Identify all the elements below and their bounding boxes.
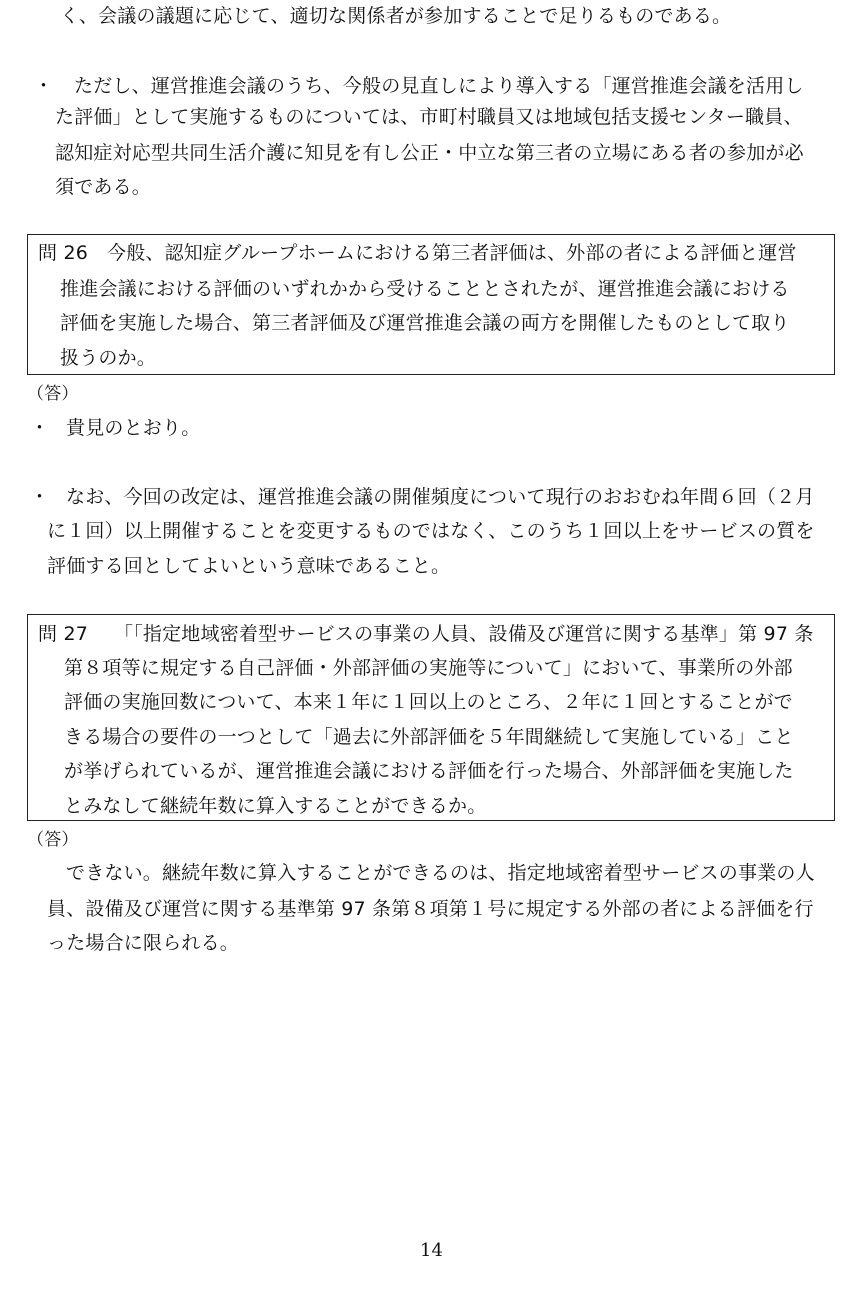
answer-26-bullet-2-line-2: に１回）以上開催することを変更するものではなく、このうち１回以上をサービスの質を xyxy=(47,520,815,542)
question-26-line-1: 今般、認知症グループホームにおける第三者評価は、外部の者による評価と運営 xyxy=(107,242,797,264)
answer-26-bullet-1: 貴見のとおり。 xyxy=(66,417,201,439)
answer-26-bullet-2-line-1: なお、今回の改定は、運営推進会議の開催頻度について現行のおおむね年間６回（２月 xyxy=(66,486,815,508)
question-27-line-1: 「「指定地域密着型サービスの事業の人員、設備及び運営に関する基準」第 97 条 xyxy=(114,623,814,645)
question-26-line-3: 評価を実施した場合、第三者評価及び運営推進会議の両方を開催したものとして取り xyxy=(60,312,790,334)
intro-line: く、会議の議題に応じて、適切な関係者が参加することで足りるものである。 xyxy=(60,5,732,27)
bullet-a-line-2: た評価」として実施するものについては、市町村職員又は地域包括支援センター職員、 xyxy=(55,106,803,128)
question-26-label: 問 26 xyxy=(38,242,89,264)
question-27-line-3: 評価の実施回数について、本来１年に１回以上のところ、２年に１回とすることがで xyxy=(64,691,793,713)
bullet-a-line-4: 須である。 xyxy=(55,176,152,198)
question-27-line-5: が挙げられているが、運営推進会議における評価を行った場合、外部評価を実施した xyxy=(64,760,794,782)
answer-27-label: （答） xyxy=(27,830,79,850)
question-27-line-2: 第８項等に規定する自己評価・外部評価の実施等について」において、事業所の外部 xyxy=(64,657,793,679)
answer-27-line-1: できない。継続年数に算入することができるのは、指定地域密着型サービスの事業の人 xyxy=(66,862,815,884)
question-27-label: 問 27 xyxy=(38,623,89,645)
bullet-a-line-1: ただし、運営推進会議のうち、今般の見直しにより導入する「運営推進会議を活用し xyxy=(74,75,804,97)
bullet-a-line-3: 認知症対応型共同生活介護に知見を有し公正・中立な第三者の立場にある者の参加が必 xyxy=(55,142,804,164)
answer-27-line-3: った場合に限られる。 xyxy=(47,932,240,954)
bullet-a-marker: ・ xyxy=(34,75,54,97)
answer-26-bullet-2-line-3: 評価する回としてよいという意味であること。 xyxy=(47,555,451,577)
answer-26-bullet-2-marker: ・ xyxy=(30,486,50,508)
answer-26-bullet-1-marker: ・ xyxy=(30,417,50,439)
answer-27-line-2: 員、設備及び運営に関する基準第 97 条第８項第１号に規定する外部の者による評価を行 xyxy=(47,898,814,920)
question-26-line-4: 扱うのか。 xyxy=(60,347,157,369)
question-26-line-2: 推進会議における評価のいずれかから受けることとされたが、運営推進会議における xyxy=(60,278,790,300)
page-number: 14 xyxy=(420,1240,443,1261)
answer-26-label: （答） xyxy=(27,384,79,404)
question-27-line-4: きる場合の要件の一つとして「過去に外部評価を５年間継続して実施している」こと xyxy=(64,726,794,748)
question-27-line-6: とみなして継続年数に算入することができるか。 xyxy=(64,795,487,817)
